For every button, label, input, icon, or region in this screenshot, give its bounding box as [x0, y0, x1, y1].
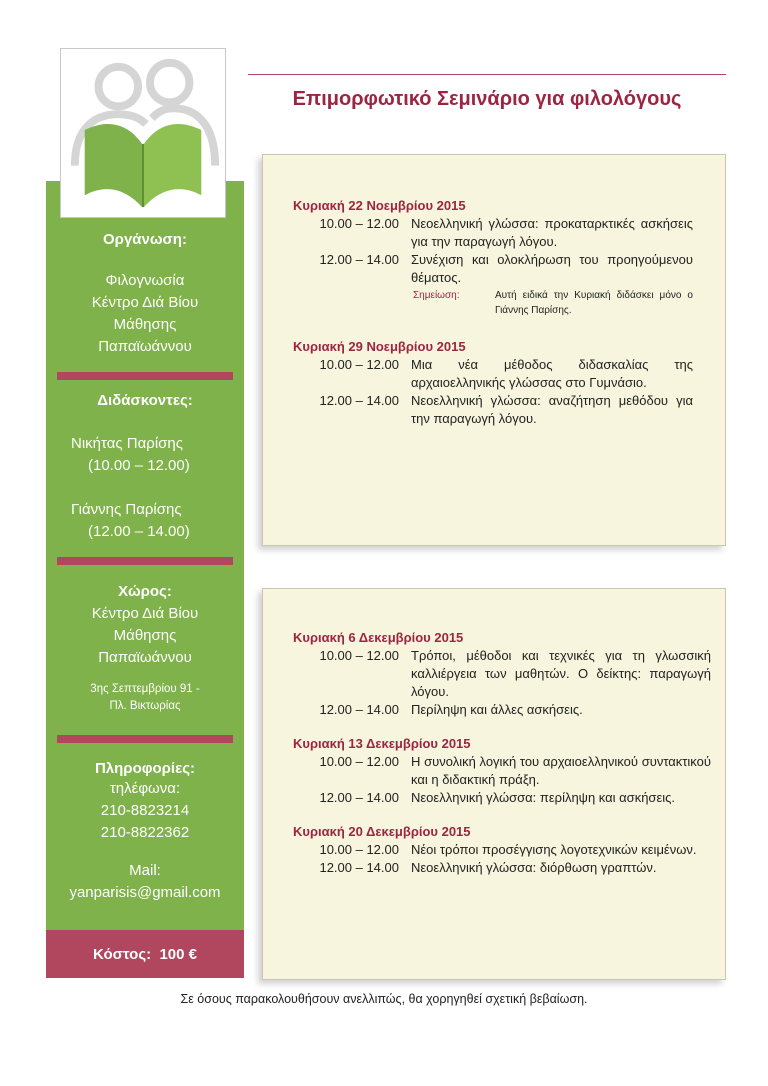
organization-line: Μάθησης	[113, 316, 177, 333]
venue-line: Παπαϊωάννου	[98, 649, 192, 666]
slot-description: Νεοελληνική γλώσσα: αναζήτηση μεθόδου για την παραγωγή λόγου.	[411, 393, 693, 426]
slot-time: 12.00 – 14.00	[319, 702, 399, 717]
info-heading: Πληροφορίες:	[94, 760, 196, 777]
email-address[interactable]: yanparisis@gmail.com	[69, 884, 221, 901]
schedule-panel-november	[262, 154, 726, 546]
session-date: Κυριακή 29 Νοεμβρίου 2015	[293, 339, 466, 354]
phone-number: 210-8822362	[100, 824, 190, 841]
session-slot	[293, 753, 711, 789]
address-block	[46, 681, 244, 715]
certificate-note: Σε όσους παρακολουθήσουν ανελλιπώς, θα χορηγηθεί σχετική βεβαίωση.	[180, 992, 588, 1006]
organization-line: Κέντρο Διά Βίου	[91, 294, 199, 311]
mail-label: Mail:	[129, 862, 161, 879]
divider	[57, 557, 233, 565]
slot-description: Συνέχιση και ολοκλήρωση του προηγούμενου θέματος.	[411, 252, 693, 285]
teacher-2	[46, 499, 244, 543]
teacher-time: (12.00 – 14.00)	[88, 523, 190, 540]
slot-description: Νεοελληνική γλώσσα: περίληψη και ασκήσεις.	[411, 790, 676, 805]
session-date: Κυριακή 13 Δεκεμβρίου 2015	[293, 736, 471, 751]
slot-time: 12.00 – 14.00	[319, 860, 399, 875]
session-slot	[293, 392, 693, 428]
slot-description: Νέοι τρόποι προσέγγισης λογοτεχνικών κειμένων.	[411, 842, 697, 857]
contact-block	[46, 778, 244, 844]
teacher-name: Νικήτας Παρίσης	[71, 435, 183, 452]
slot-time: 12.00 – 14.00	[319, 790, 399, 805]
divider	[57, 735, 233, 743]
schedule-list	[293, 629, 711, 877]
sidebar	[46, 181, 244, 931]
session-date: Κυριακή 20 Δεκεμβρίου 2015	[293, 824, 471, 839]
slot-time: 10.00 – 12.00	[319, 648, 399, 663]
logo	[60, 48, 226, 218]
page-title: Επιμορφωτικό Σεμινάριο για φιλολόγους	[292, 88, 682, 110]
teacher-time: (10.00 – 12.00)	[88, 457, 190, 474]
organization-line: Φιλογνωσία	[105, 272, 185, 289]
session-slot	[293, 215, 693, 251]
venue-block	[46, 603, 244, 669]
venue-line: Μάθησης	[113, 627, 177, 644]
slot-time: 10.00 – 12.00	[319, 357, 399, 372]
schedule-panel-december	[262, 588, 726, 980]
divider	[57, 372, 233, 380]
session-slot	[293, 859, 711, 877]
slot-description: Νεοελληνική γλώσσα: διόρθωση γραπτών.	[411, 860, 657, 875]
session-slot	[293, 841, 711, 859]
session-slot	[293, 647, 711, 701]
slot-description: Νεοελληνική γλώσσα: προκαταρκτικές ασκήσεις για την παραγωγή λόγου.	[411, 216, 693, 249]
note-text: Αυτή ειδικά την Κυριακή διδάσκει μόνο ο Γιάννης Παρίσης.	[495, 290, 693, 316]
note-label: Σημείωση:	[413, 290, 460, 301]
teachers-heading: Διδάσκοντες:	[97, 392, 193, 409]
cost-badge: Κόστος: 100 €	[46, 930, 244, 978]
session-date: Κυριακή 22 Νοεμβρίου 2015	[293, 198, 466, 213]
teacher-name: Γιάννης Παρίσης	[71, 501, 182, 518]
address-line: Πλ. Βικτωρίας	[109, 700, 181, 712]
organization-heading: Οργάνωση:	[103, 231, 187, 248]
slot-time: 10.00 – 12.00	[319, 216, 399, 231]
teacher-1	[46, 433, 244, 477]
organization-line: Παπαϊωάννου	[98, 338, 192, 355]
slot-description: Τρόποι, μέθοδοι και τεχνικές για τη γλωσσική καλλιέργεια των μαθητών. Ο δείκτης: παραγωγή λόγου.	[411, 648, 711, 699]
session-slot	[293, 251, 693, 287]
slot-description: Η συνολική λογική του αρχαιοελληνικού συντακτικού και η διδακτική πράξη.	[411, 754, 711, 787]
session-note	[293, 288, 693, 318]
session-slot	[293, 356, 693, 392]
address-line: 3ης Σεπτεμβρίου 91 -	[90, 683, 200, 695]
venue-heading: Χώρος:	[118, 583, 172, 600]
organization-block	[46, 270, 244, 358]
slot-description: Περίληψη και άλλες ασκήσεις.	[411, 702, 583, 717]
session-slot	[293, 789, 711, 807]
phones-label: τηλέφωνα:	[109, 780, 181, 797]
slot-time: 10.00 – 12.00	[319, 842, 399, 857]
slot-time: 10.00 – 12.00	[319, 754, 399, 769]
slot-time: 12.00 – 14.00	[319, 393, 399, 408]
title-rule	[248, 74, 726, 75]
venue-line: Κέντρο Διά Βίου	[91, 605, 199, 622]
slot-time: 12.00 – 14.00	[319, 252, 399, 267]
schedule-list	[293, 197, 693, 428]
two-people-reading-book-icon	[61, 49, 225, 217]
phone-number: 210-8823214	[100, 802, 190, 819]
session-date: Κυριακή 6 Δεκεμβρίου 2015	[293, 630, 464, 645]
slot-description: Μια νέα μέθοδος διδασκαλίας της αρχαιοελληνικής γλώσσας στο Γυμνάσιο.	[411, 357, 693, 390]
session-slot	[293, 701, 711, 719]
